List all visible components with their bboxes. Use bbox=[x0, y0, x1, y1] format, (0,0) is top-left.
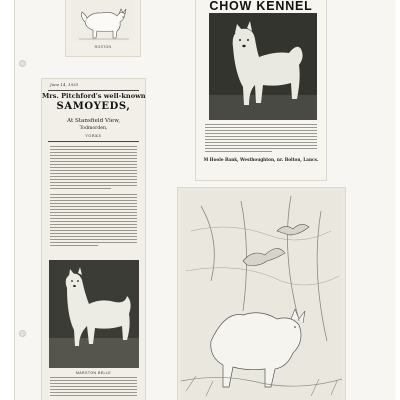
kennel-advert-text bbox=[205, 124, 317, 154]
article-headline-county: YORKS bbox=[85, 134, 102, 138]
kennel-title: CHOW KENNEL bbox=[209, 0, 313, 13]
chow-photo bbox=[209, 13, 317, 120]
clipping-woodland-sketch bbox=[178, 188, 345, 400]
article-body-upper bbox=[50, 146, 137, 247]
article-headline-place: At Stansfield View, bbox=[67, 118, 120, 124]
clipping-chow-kennel bbox=[196, 0, 326, 180]
dog-sketch-image bbox=[71, 0, 135, 42]
article-date: June 14, 1935 bbox=[50, 82, 79, 87]
samoyed-photo-caption: MARSTON BELLE bbox=[75, 371, 112, 375]
article-headline-owner: Mrs. Pitchford's well-known bbox=[42, 92, 146, 100]
divider bbox=[48, 90, 139, 91]
article-headline-town: Todmorden, bbox=[79, 126, 108, 131]
divider bbox=[48, 141, 139, 142]
kennel-address: M Hoole Bank, Westhoughton, nr. Bolton, Lancs. bbox=[203, 157, 319, 162]
clipping-dog-sketch bbox=[66, 0, 140, 56]
dog-sketch-caption: ROSTON bbox=[94, 45, 112, 49]
article-headline-breed: SAMOYEDS, bbox=[56, 101, 131, 112]
woodland-dog-sketch bbox=[181, 191, 342, 400]
punch-hole bbox=[19, 60, 26, 67]
clipping-samoyed-article bbox=[42, 79, 145, 400]
article-body-lower bbox=[50, 377, 137, 398]
samoyed-photo bbox=[49, 260, 139, 368]
punch-hole bbox=[19, 330, 26, 337]
